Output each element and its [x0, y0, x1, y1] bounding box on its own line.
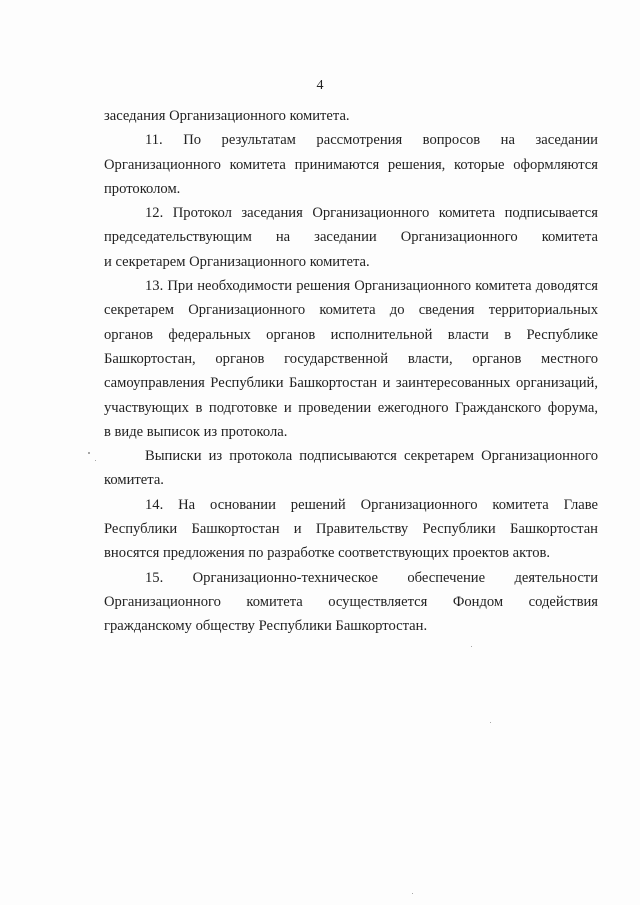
paragraph-14-line: 14. На основании решений Организационного комитета Главе	[145, 496, 598, 513]
paragraph-11-line: 11. По результатам рассмотрения вопросов на заседании	[145, 132, 598, 149]
text-line: протоколом.	[104, 180, 181, 197]
text-line: в виде выписок из протокола.	[104, 423, 288, 440]
text-line: Башкортостан, органов государственной власти, органов местного	[104, 350, 598, 367]
text-line: комитета.	[104, 472, 164, 489]
text-line: гражданскому обществу Республики Башкортостан.	[104, 618, 428, 635]
text-line: самоуправления Республики Башкортостан и заинтересованных организаций,	[104, 375, 598, 392]
text-line: заседания Организационного комитета.	[104, 108, 350, 124]
text-line: и секретарем Организационного комитета.	[104, 253, 370, 270]
paragraph-15-line: 15. Организационно-техническое обеспечение деятельности	[145, 569, 598, 586]
scan-speck	[95, 460, 96, 461]
scan-speck	[88, 452, 90, 454]
scan-speck	[490, 722, 491, 723]
scan-speck	[412, 893, 413, 894]
text-line: органов федеральных органов исполнительной власти в Республике	[104, 326, 598, 343]
text-line: участвующих в подготовке и проведении ежегодного Гражданского форума,	[104, 399, 598, 416]
text-line: вносятся предложения по разработке соответствующих проектов актов.	[104, 545, 551, 562]
page-number: 4	[316, 78, 324, 93]
text-line: Организационного комитета принимаются решения, которые оформляются	[104, 156, 598, 173]
text-line: Организационного комитета осуществляется Фондом содействия	[104, 593, 598, 610]
document-body	[104, 104, 598, 639]
scan-speck	[471, 646, 472, 647]
extracts-paragraph-line: Выписки из протокола подписываются секретарем Организационного	[145, 448, 598, 465]
paragraph-12-line: 12. Протокол заседания Организационного комитета подписывается	[145, 205, 598, 222]
text-line: председательствующим на заседании Организационного комитета	[104, 229, 598, 246]
text-line: секретарем Организационного комитета до сведения территориальных	[104, 302, 598, 319]
paragraph-13-line: 13. При необходимости решения Организационного комитета доводятся	[145, 278, 598, 295]
text-line: Республики Башкортостан и Правительству Республики Башкортостан	[104, 521, 598, 538]
